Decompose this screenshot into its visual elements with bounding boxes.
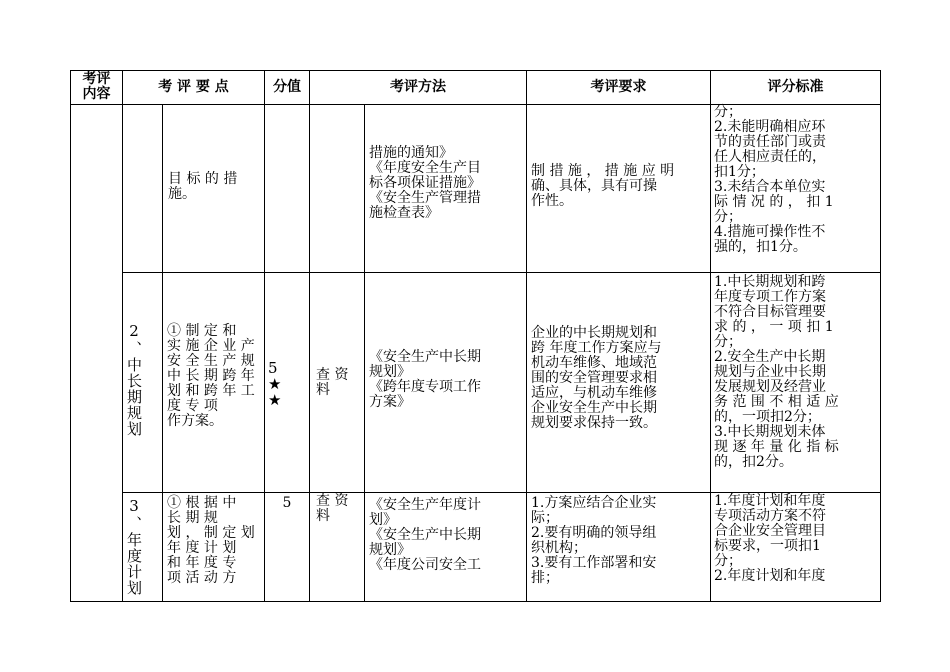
table-rule: [264, 70, 265, 602]
row2-requirement: 企业的中长期规划和 跨 年度工作方案应与 机动车维修、地域范 围的安全管理要求相 适应，与机动车维修 企业安全生产中长期 规划要求保持一致。: [531, 325, 662, 431]
table-rule: [309, 70, 310, 602]
row1-criteria: 分； 2.未能明确相应环 节的责任部门或责 任人相应责任的， 扣1分； 3.未结合本单位实 际 情 况 的 ， 扣 1 分； 4.措施可操作性不 强的，扣1分。: [714, 104, 834, 255]
table-rule: [710, 70, 711, 602]
header-content: 考评 内容: [82, 71, 111, 102]
table-rule: [162, 104, 163, 602]
header-requirement: 考评要求: [590, 79, 647, 95]
row2-method-docs: 《安全生产中长期 规划》 《跨年度专项工作 方案》: [369, 349, 481, 410]
header-score: 分值: [273, 79, 301, 95]
row3-point: ① 根 据 中 长 期 规 划 ， 制 定 划 年 度 计 划 和 年 度 专 项 活 动 方: [167, 495, 255, 586]
table-rule: [122, 272, 880, 273]
row3-item: 3、年度计划: [125, 497, 143, 596]
table-rule: [70, 70, 880, 71]
table-rule: [70, 70, 71, 602]
row1-requirement: 制 措 施 ， 措 施 应 明 确、具体，具有可操 作性。: [531, 163, 675, 209]
row3-method-docs: 《安全生产年度计 划》 《安全生产中长期 规划》 《年度公司安全工: [369, 497, 481, 573]
row2-score: 5 ★ ★: [268, 359, 282, 409]
row2-criteria: 1.中长期规划和跨 年度专项工作方案 不符合目标管理要 求 的 ， 一 项 扣 1 分； 2.安全生产中长期 规划与企业中长期 发展规划及经营业 务 范 围 不 相 适 应 的，一项扣2分； 3.中长期规划未体 现 逐 年 量 化 指 标 的，扣2分。: [714, 274, 839, 470]
row3-method: 查 资 料: [316, 493, 349, 524]
header-criteria: 评分标准: [767, 79, 824, 95]
row3-criteria: 1.年度计划和年度 专项活动方案不符 合企业安全管理目 标要求，一项扣1 分； 2.年度计划和年度: [714, 493, 826, 584]
row3-requirement: 1.方案应结合企业实 际； 2.要有明确的领导组 织机构； 3.要有工作部署和安 排；: [531, 495, 657, 586]
header-method: 考评方法: [390, 79, 446, 95]
row3-score: 5: [282, 495, 292, 511]
row2-point: ① 制 定 和 实 施 企 业 产 安 全 生 产 规 中 长 期 跨 年 划 和 跨 年 工 度 专 项 作方案。: [167, 323, 255, 429]
table-rule: [70, 601, 880, 602]
header-points: 考 评 要 点: [158, 79, 229, 95]
table-rule: [364, 104, 365, 602]
table-rule: [880, 70, 881, 602]
row2-method: 查 资 料: [316, 367, 349, 398]
row2-item: 2、中长期规划: [125, 322, 143, 437]
row1-point: 目 标 的 措 施。: [168, 171, 238, 202]
table-rule: [526, 70, 527, 602]
row1-method-docs: 措施的通知》 《年度安全生产目 标各项保证措施》 《安全生产管理措 施检查表》: [369, 145, 481, 221]
table-rule: [122, 70, 123, 602]
